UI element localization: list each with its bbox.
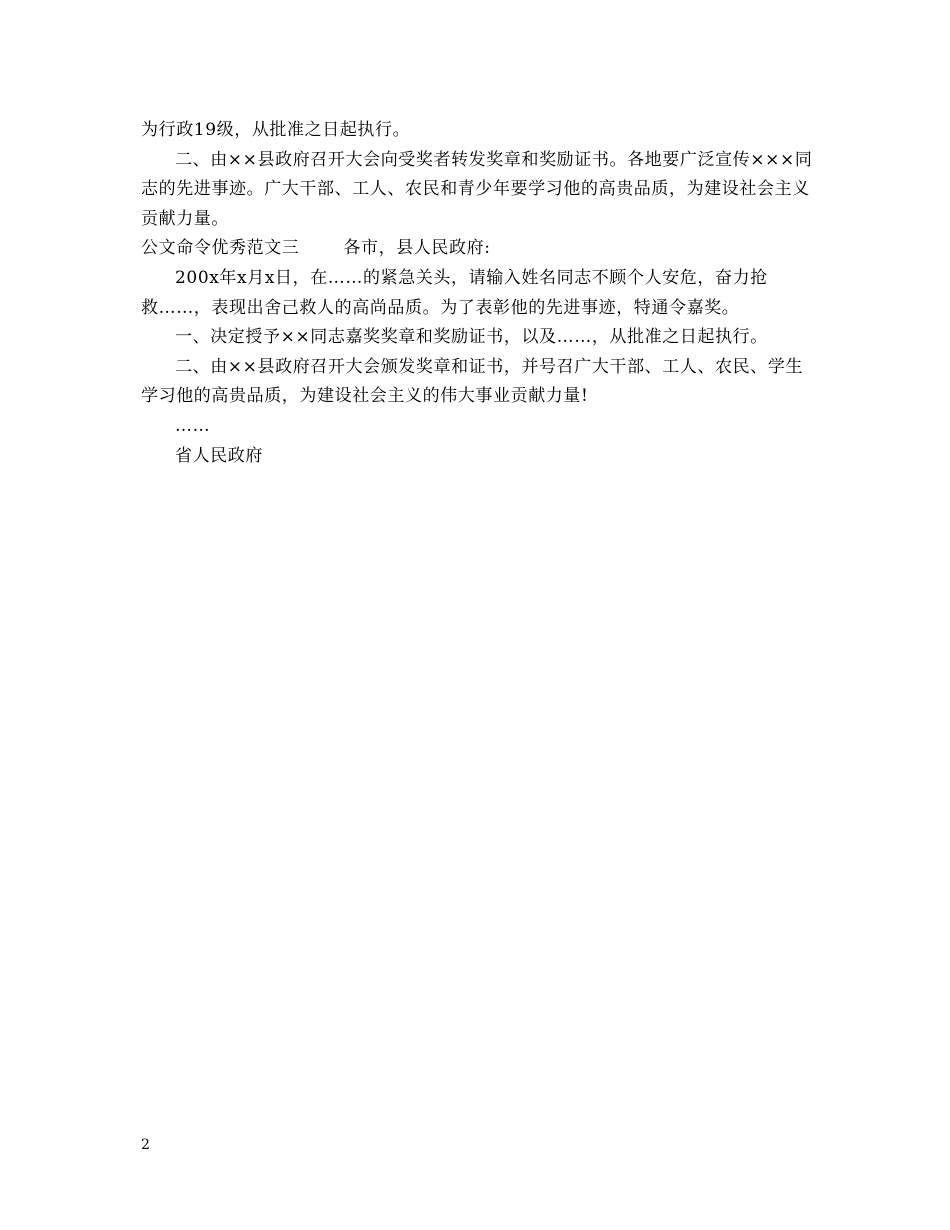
section-heading-line (141, 234, 813, 264)
paragraph-incident: 200x年x月x日，在……的紧急关头，请输入姓名同志不顾个人安危，奋力抢救……，表现出舍己救人的高尚品质。为了表彰他的先进事迹，特通令嘉奖。 (141, 267, 768, 318)
ellipsis-line: …… (175, 415, 211, 436)
paragraph-second-item: 二、由××县政府召开大会向受奖者转发奖章和奖励证书。各地要广泛宣传×××同志的先进事迹。广大干部、工人、农民和青少年要学习他的高贵品质，为建设社会主义贡献力量。 (141, 149, 813, 229)
paragraph-decision-one: 一、决定授予××同志嘉奖奖章和奖励证书，以及……，从批准之日起执行。 (175, 327, 768, 348)
addressee: 各市，县人民政府: (343, 238, 491, 259)
signature-issuer: 省人民政府 (175, 445, 263, 466)
page-number: 2 (141, 1137, 150, 1153)
document-body (141, 116, 813, 471)
paragraph-continuation: 为行政19级，从批准之日起执行。 (141, 120, 411, 140)
paragraph-decision-two: 二、由××县政府召开大会颁发奖章和证书，并号召广大干部、工人、农民、学生学习他的高贵品质，为建设社会主义的伟大事业贡献力量! (141, 356, 804, 407)
section-heading: 公文命令优秀范文三 (141, 238, 300, 259)
